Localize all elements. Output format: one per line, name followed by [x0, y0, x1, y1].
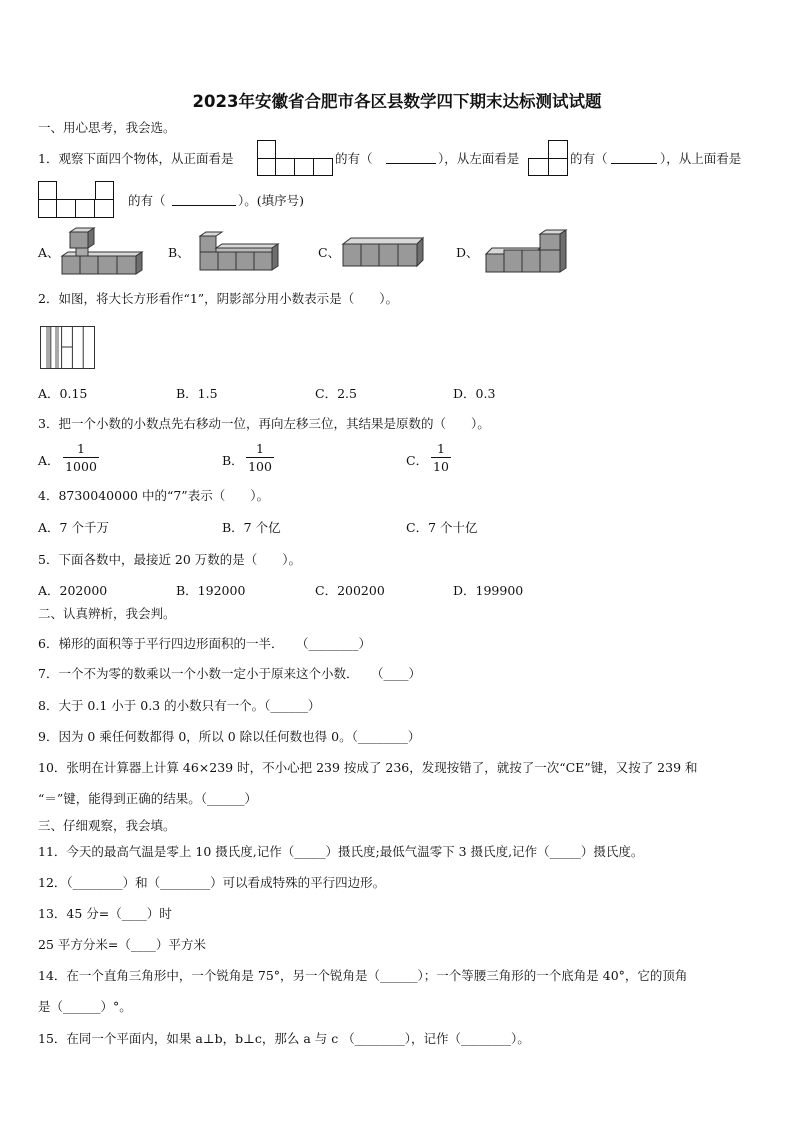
- q12-text: 12．（________）和（________）可以看成特殊的平行四边形。: [38, 875, 386, 890]
- q5-option-a: A．202000: [38, 583, 108, 598]
- section-1-heading: 一、用心思考，我会选。: [38, 120, 176, 135]
- q1-blank-2[interactable]: [611, 151, 657, 164]
- q3-option-a-fraction: [63, 441, 99, 474]
- q2-rectangle-figure: [40, 326, 96, 370]
- q14-text-line2: 是（______）°。: [38, 999, 132, 1014]
- q3-option-a-label: A．: [38, 453, 60, 468]
- q1-option-a-label: A、: [38, 245, 60, 260]
- q1-option-d-label: D、: [456, 245, 479, 260]
- q1-text-part5: ），从上面看是: [660, 151, 742, 166]
- q5-option-c: C．200200: [315, 583, 385, 598]
- q3-option-b-label: B．: [222, 453, 244, 468]
- q2-option-b: B．1.5: [176, 386, 218, 401]
- q1-option-d-cubes: [484, 226, 574, 276]
- q7-text: 7．一个不为零的数乘以一个小数一定小于原来这个小数． （____）: [38, 666, 421, 681]
- q6-text: 6．梯形的面积等于平行四边形面积的一半． （________）: [38, 636, 371, 651]
- q2-option-c: C．2.5: [315, 386, 357, 401]
- q3-option-a-denominator: 1000: [65, 459, 97, 474]
- q1-text-part7: ）。(填序号): [238, 193, 305, 208]
- q4-option-a: A．7 个千万: [38, 520, 109, 535]
- q3-option-c-denominator: 10: [433, 459, 449, 474]
- q1-text-part4: 的有（: [570, 151, 608, 166]
- q3-option-a-numerator: 1: [77, 441, 85, 456]
- q13-text-line2: 25 平方分米=（____）平方米: [38, 937, 206, 952]
- q8-text: 8．大于 0.1 小于 0.3 的小数只有一个。（______）: [38, 698, 321, 713]
- q1-option-a-cubes: [60, 226, 144, 278]
- q3-option-b-numerator: 1: [256, 441, 264, 456]
- q11-text: 11．今天的最高气温是零上 10 摄氏度,记作（_____）摄氏度;最低气温零下 3 摄氏度,记作（_____）摄氏度。: [38, 844, 644, 859]
- q3-option-c-fraction: [431, 441, 451, 474]
- q2-option-a: A．0.15: [38, 386, 88, 401]
- q3-option-b-denominator: 100: [248, 459, 272, 474]
- q14-text-line1: 14．在一个直角三角形中，一个锐角是 75°，另一个锐角是（______）；一个等腰三角形的一个底角是 40°，它的顶角: [38, 968, 688, 983]
- q1-option-b-label: B、: [168, 245, 190, 260]
- q1-text-part1: 1．观察下面四个物体，从正面看是: [38, 151, 234, 166]
- q1-text-part3: ），从左面看是: [438, 151, 520, 166]
- q15-text: 15．在同一个平面内，如果 a⊥b，b⊥c，那么 a 与 c （________），记作（________）。: [38, 1031, 530, 1046]
- q3-option-c-label: C．: [406, 453, 429, 468]
- left-view-figure: [528, 140, 568, 176]
- q4-option-b: B．7 个亿: [222, 520, 281, 535]
- q1-option-c-cubes: [341, 234, 425, 272]
- front-view-figure: [257, 140, 333, 176]
- q1-blank-3[interactable]: [172, 193, 236, 206]
- q1-option-b-cubes: [196, 228, 280, 276]
- section-3-heading: 三、仔细观察，我会填。: [38, 818, 176, 833]
- q5-option-d: D．199900: [453, 583, 524, 598]
- q2-option-d: D．0.3: [453, 386, 496, 401]
- section-2-heading: 二、认真辨析，我会判。: [38, 606, 176, 621]
- q4-option-c: C．7 个十亿: [406, 520, 478, 535]
- q1-text-part6: 的有（: [128, 193, 166, 208]
- q5-text: 5．下面各数中，最接近 20 万数的是（ ）。: [38, 552, 302, 567]
- q10-text-line1: 10．张明在计算器上计算 46×239 时，不小心把 239 按成了 236，发现按错了，就按了一次“CE”键，又按了 239 和: [38, 760, 698, 775]
- q1-blank-1[interactable]: [386, 151, 436, 164]
- q2-text: 2．如图，将大长方形看作“1”，阴影部分用小数表示是（ ）。: [38, 291, 398, 306]
- q10-text-line2: “＝”键，能得到正确的结果。（______）: [38, 791, 258, 806]
- q3-text: 3．把一个小数的小数点先右移动一位，再向左移三位，其结果是原数的（ ）。: [38, 416, 490, 431]
- q1-option-c-label: C、: [318, 245, 341, 260]
- q3-option-b-fraction: [246, 441, 274, 474]
- q13-text-line1: 13．45 分=（____）时: [38, 906, 172, 921]
- page-title: 2023年安徽省合肥市各区县数学四下期末达标测试试题: [192, 92, 602, 111]
- q5-option-b: B．192000: [176, 583, 246, 598]
- q4-text: 4．8730040000 中的“7”表示（ ）。: [38, 488, 269, 503]
- top-view-figure: [38, 181, 114, 218]
- q9-text: 9．因为 0 乘任何数都得 0，所以 0 除以任何数也得 0。（________）: [38, 729, 421, 744]
- q3-option-c-numerator: 1: [437, 441, 445, 456]
- q1-text-part2: 的有（: [335, 151, 373, 166]
